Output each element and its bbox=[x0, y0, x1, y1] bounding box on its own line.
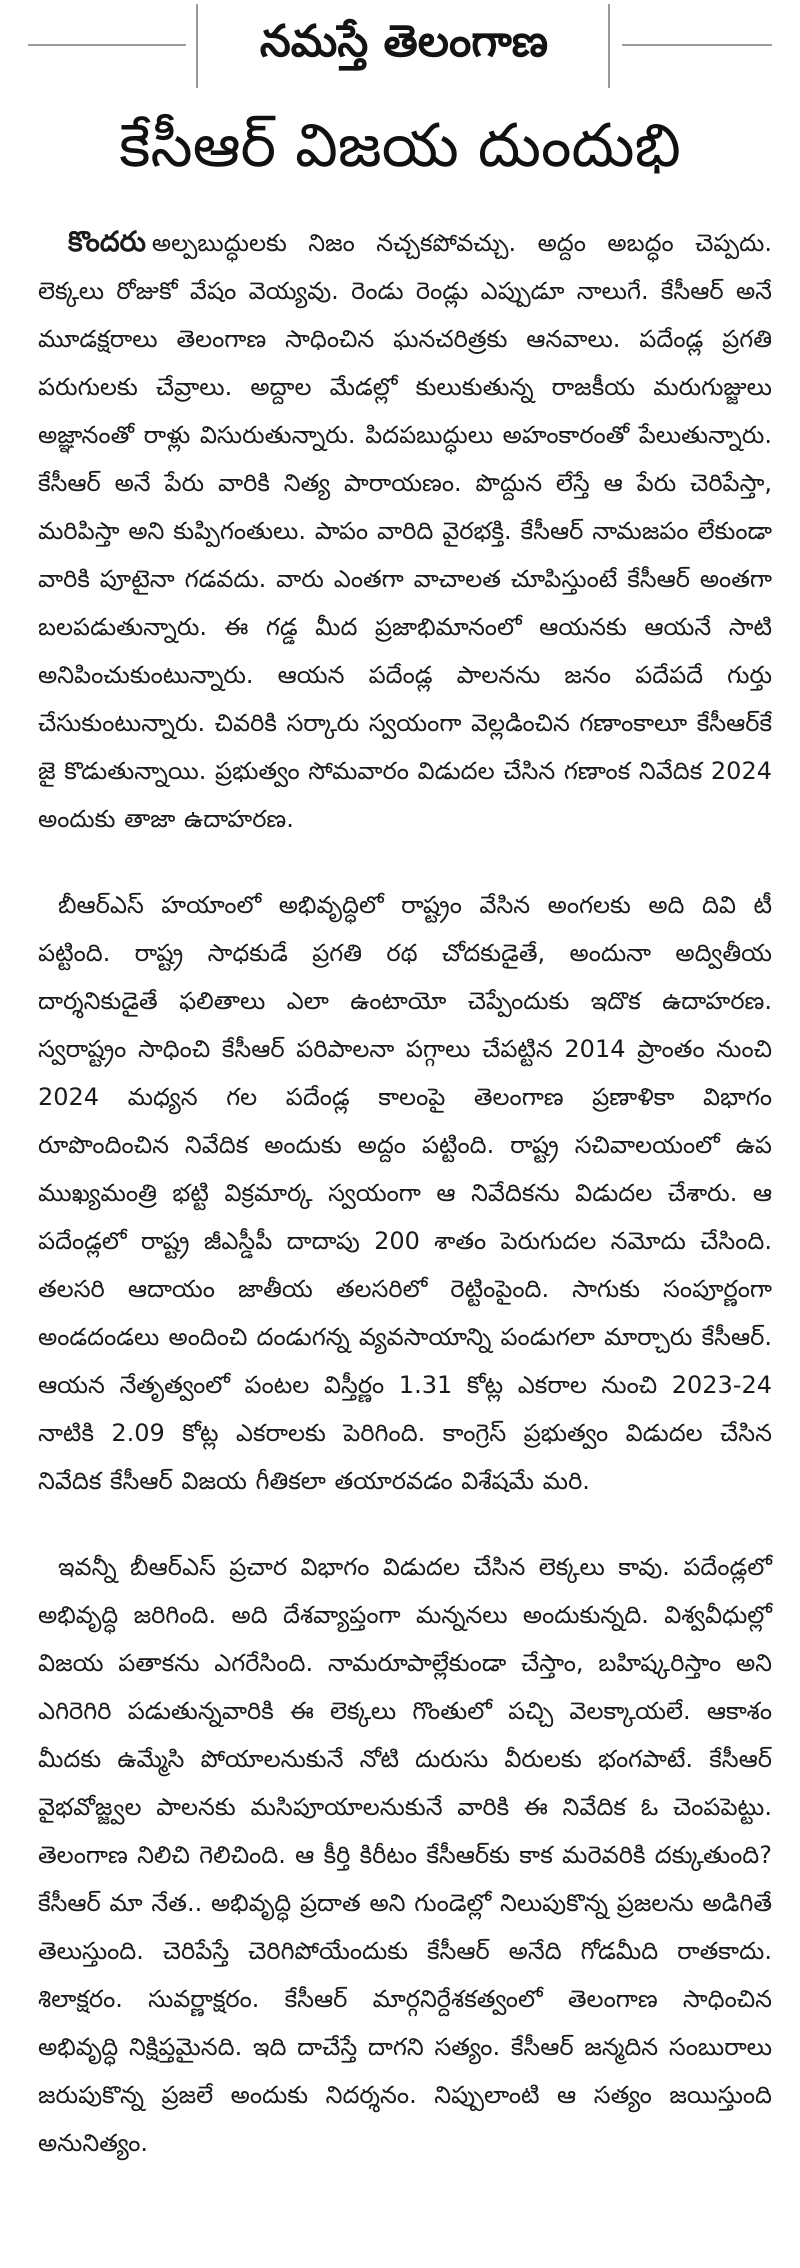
paragraph-3: ఇవన్నీ బీఆర్ఎస్ ప్రచార విభాగం విడుదల చేసిన లెక్కలు కావు. పదేండ్లలో అభివృద్ధి జరిగింది. అది దేశవ్యాప్తంగా మన్ననలు అందుకున్నది. విశ్వవీధుల్లో విజయ పతాకను ఎగరేసింది. నామరూపాల్లేకుండా చేస్తాం, బహిష్కరిస్తాం అని ఎగిరెగిరి పడుతున్నవారికి ఈ లెక్కలు గొంతులో పచ్చి వెలక్కాయలే. ఆకాశం మీదకు ఉమ్మేసి పోయాలనుకునే నోటి దురుసు వీరులకు భంగపాటే. కేసీఆర్ వైభవోజ్జ్వల పాలనకు మసిపూయాలనుకునే వారికి ఈ నివేదిక ఓ చెంపపెట్టు. తెలంగాణ నిలిచి గెలిచింది. ఆ కీర్తి కిరీటం కేసీఆర్‌కు కాక మరెవరికి దక్కుతుంది? కేసీఆర్ మా నేత.. అభివృద్ధి ప్రదాత అని గుండెల్లో నిలుపుకొన్న ప్రజలను అడిగితే తెలుస్తుంది. చెరిపేస్తే చెరిగిపోయేందుకు కేసీఆర్ అనేది గోడమీది రాతకాదు. శిలాక్షరం. సువర్ణాక్షరం. కేసీఆర్ మార్గనిర్దేశకత్వంలో తెలంగాణ సాధించిన అభివృద్ధి నిక్షిప్తమైనది. ఇది దాచేస్తే దాగని సత్యం. కేసీఆర్ జన్మదిన సంబురాలు జరుపుకొన్న ప్రజలే అందుకు నిదర్శనం. నిప్పులాంటి ఆ సత్యం జయిస్తుంది అనునిత్యం. bbox=[38, 1553, 772, 2157]
editorial-body bbox=[38, 218, 772, 2205]
editorial-headline: కేసీఆర్ విజయ దుందుభి bbox=[119, 111, 681, 181]
masthead-right-rule bbox=[622, 44, 772, 46]
masthead bbox=[0, 0, 800, 92]
dateline-lead-word: కొందరు bbox=[68, 225, 146, 258]
paragraph-1-text: అల్పబుద్ధులకు నిజం నచ్చకపోవచ్చు. అద్దం అబద్ధం చెప్పదు. లెక్కలు రోజుకో వేషం వెయ్యవు. రెండు రెండ్లు ఎప్పుడూ నాలుగే. కేసీఆర్ అనే మూడక్షరాలు తెలంగాణ సాధించిన ఘనచరిత్రకు ఆనవాలు. పదేండ్ల ప్రగతి పరుగులకు చేవ్రాలు. అద్దాల మేడల్లో కులుకుతున్న రాజకీయ మరుగుజ్జులు అజ్ఞానంతో రాళ్లు విసురుతున్నారు. పిదపబుద్ధులు అహంకారంతో పేలుతున్నారు. కేసీఆర్ అనే పేరు వారికి నిత్య పారాయణం. పొద్దున లేస్తే ఆ పేరు చెరిపేస్తా, మరిపిస్తా అని కుప్పిగంతులు. పాపం వారిది వైరభక్తి. కేసీఆర్ నామజపం లేకుండా వారికి పూటైనా గడవదు. వారు ఎంతగా వాచాలత చూపిస్తుంటే కేసీఆర్ అంతగా బలపడుతున్నారు. ఈ గడ్డ మీద ప్రజాభిమానంలో ఆయనకు ఆయనే సాటి అనిపించుకుంటున్నారు. ఆయన పదేండ్ల పాలనను జనం పదేపదే గుర్తు చేసుకుంటున్నారు. చివరికి సర్కారు స్వయంగా వెల్లడించిన గణాంకాలూ కేసీఆర్‌కే జై కొడుతున్నాయి. ప్రభుత్వం సోమవారం విడుదల చేసిన గణాంక నివేదిక 2024 అందుకు తాజా ఉదాహరణ. bbox=[38, 229, 772, 833]
paragraph-2: బీఆర్ఎస్ హయాంలో అభివృద్ధిలో రాష్ట్రం వేసిన అంగలకు అది దివి టీ పట్టింది. రాష్ట్ర సాధకుడే ప్రగతి రథ చోదకుడైతే, అందునా అద్వితీయ దార్శనికుడైతే ఫలితాలు ఎలా ఉంటాయో చెప్పేందుకు ఇదొక ఉదాహరణ. స్వరాష్ట్రం సాధించి కేసీఆర్ పరిపాలనా పగ్గాలు చేపట్టిన 2014 ప్రాంతం నుంచి 2024 మధ్యన గల పదేండ్ల కాలంపై తెలంగాణ ప్రణాళికా విభాగం రూపొందించిన నివేదిక అందుకు అద్దం పట్టింది. రాష్ట్ర సచివాలయంలో ఉప ముఖ్యమంత్రి భట్టి విక్రమార్క స్వయంగా ఆ నివేదికను విడుదల చేశారు. ఆ పదేండ్లలో రాష్ట్ర జీఎస్డీపీ దాదాపు 200 శాతం పెరుగుదల నమోదు చేసింది. తలసరి ఆదాయం జాతీయ తలసరిలో రెట్టింపైంది. సాగుకు సంపూర్ణంగా అండదండలు అందించి దండుగన్న వ్యవసాయాన్ని పండుగలా మార్చారు కేసీఆర్. ఆయన నేతృత్వంలో పంటల విస్తీర్ణం 1.31 కోట్ల ఎకరాల నుంచి 2023-24 నాటికి 2.09 కోట్ల ఎకరాలకు పెరిగింది. కాంగ్రెస్ ప్రభుత్వం విడుదల చేసిన నివేదిక కేసీఆర్ విజయ గీతికలా తయారవడం విశేషమే మరి. bbox=[38, 891, 772, 1495]
paragraph-1 bbox=[38, 218, 772, 843]
masthead-left-divider bbox=[196, 4, 198, 88]
masthead-right-divider bbox=[608, 4, 610, 88]
newspaper-name: నమస్తే తెలంగాణ bbox=[259, 16, 549, 67]
masthead-left-rule bbox=[28, 44, 186, 46]
